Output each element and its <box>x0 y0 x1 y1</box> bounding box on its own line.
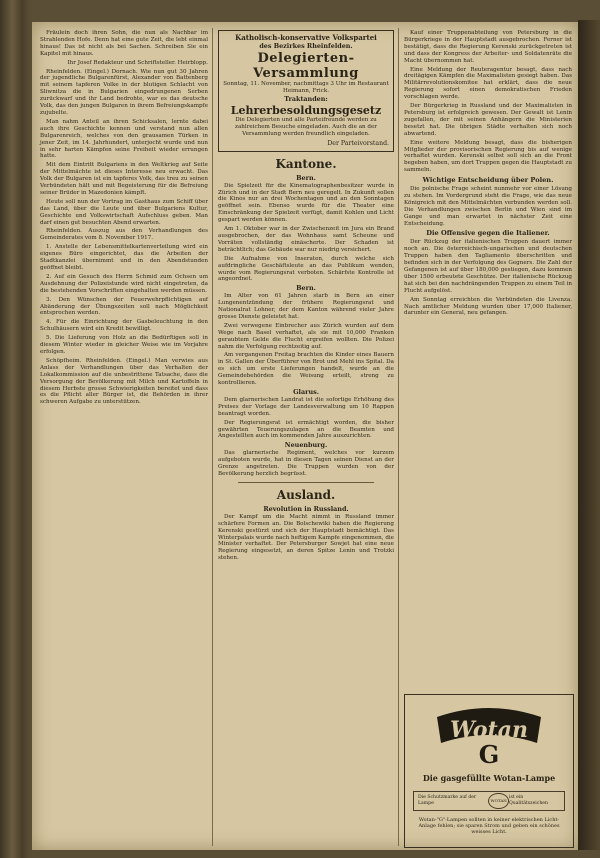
badge-mark: WOTAN <box>488 793 509 809</box>
article-headline-italy: Die Offensive gegen die Italiener. <box>426 229 550 238</box>
meeting-note: Die Delegierten und alle Parteifreunde werden zu zahlreichem Besuche eingeladen. Auch die an der Versammlung werden freundlich eingeladen. <box>235 116 377 137</box>
article-paragraph: Heute soll nun der Vortrag im Gasthaus zum Schiff über das Land, über die Leute und über Bulgariens Kultur, Geschichte und Volkswirtschaft Aufschluss geben. Man darf einen gut besuchten Abend erwarten. <box>40 198 208 226</box>
article-headline-poland: Wichtige Entscheidung über Polen. <box>422 176 554 185</box>
canton-news-paragraph: Die Aufnahme von Inseraten, durch welche sich aufdringliche Geschäftsleute an das Publikum wenden, wurde vom Regierungsrat verboten. Schärfste Kontrolle ist angeordnet. <box>218 255 394 283</box>
article-text-poland: Die polnische Frage scheint nunmehr vor einer Lösung zu stehen. Im Vordergrund steht die Frage, wie das neue Königreich mit den Mittelmächten verbunden werden soll. Die Verhandlungen zwischen Berlin und Wien sind im Gange und man erwartet in nächster Zeit eine Entscheidung. <box>404 186 572 227</box>
ad-signature: Der Parteivorstand. <box>327 139 389 147</box>
canton-news-paragraph: Die Spielzeit für die Kinematographenbesitzer wurde in Zürich und in der Stadt Bern neu geregelt. In Zukunft sollen die Kinos nur an drei Wochentagen und an den Sonntagen geöffnet sein. Ebenso wurde für die Theater eine Einschränkung der Spielzeit verfügt, damit Kohlen und Licht gespart werden können. <box>218 182 394 224</box>
article-paragraph: 5. Die Lieferung von Holz an die Bedürftigen soll in diesem Winter wieder in gleicher Weise wie im Vorjahre erfolgen. <box>40 335 208 355</box>
canton-label: Bern. <box>296 284 316 293</box>
party-district: des Bezirkes Rheinfelden. <box>259 42 353 50</box>
badge-right-text: ist ein Qualitätszeichen <box>508 795 548 806</box>
canton-label: Neuenburg. <box>284 441 328 450</box>
wotan-footer: Wotan-"G"-Lampen sollten in keiner elektrischen Licht-Anlage fehlen; sie sparen Strom und geben ein schönes weisses Licht. <box>418 817 560 835</box>
section-heading-ausland: Ausland. <box>276 487 336 502</box>
article-text-italy-2: Am Sonntag erreichten die Verbündeten die Livenza. Nach amtlicher Meldung wurden über 17,000 Italiener, darunter ein General, neu gefangen. <box>404 296 572 317</box>
article-paragraph: Rheinfelden. (Eingel.) Dornach. Wie nun gut 30 Jahren der jugendliche Bulgarenfürst, Alexander von Battenberg mit seinem tapferen Volke in der blutigen Schlacht von Sliwnitza die in Bulgarien eingedrungenen Serben zurückwarf und ihr Land bedrohte, war es das deutsche Volk, das den jungen Bulgaren in ihrem Befreiungskampfe zujubelte. <box>40 68 208 116</box>
agenda-label: Traktanden: <box>284 94 328 103</box>
article-text-russia: Der Kampf um die Macht nimmt in Russland immer schärfere Formen an. Die Bolschewiki haben die Regierung Kerenski gestürzt und sich der Hauptstadt bemächtigt. Das Winterpalais wurde nach heftigem Kampfe eingenommen, die Minister verhaftet. Der Petersburger Sowjet hat eine neue Regierung eingesetzt, an deren Spitze Lenin und Trotzki stehen. <box>218 513 394 562</box>
divider <box>238 482 374 483</box>
wotan-trademark-badge <box>413 791 565 811</box>
article-paragraph: 3. Den Wünschen der Feuerwehrpflichtigen auf Abänderung der Übungszeiten soll nach Möglichkeit entsprochen werden. <box>40 296 208 317</box>
wotan-lamp-advertisement <box>404 694 574 848</box>
opening-text: Fräulein doch ihren Sohn, die nun als Nachbar im Strahlenden Hofe. Denn hat eine gute Zeit, die lebt einmal hinaus! Das ist nicht als bei Sachen. Schreiben Sie ein Kapitel mit hinaus. <box>40 30 208 57</box>
column-middle <box>218 30 394 564</box>
section-heading-kantone: Kantone. <box>275 156 337 171</box>
column-right <box>404 30 572 319</box>
canton-news-paragraph: Am 1. Oktober war in der Zwischenzeit im Jura ein Brand ausgebrochen, der das Wohnhaus samt Scheune und Vorräten vollständig einäscherte. Der Schaden ist beträchtlich; das Gebäude war nur niedrig versichert. <box>218 226 394 253</box>
meeting-when: Sonntag, 11. November, nachmittags 3 Uhr im Restaurant Heimann, Frick. <box>223 80 389 94</box>
canton-news-paragraph: Das glarnerische Regiment, welches vor kurzem aufgeboten wurde, hat in diesen Tagen seinen Dienst an der Grenze angetreten. Die Truppen wurden von der Bevölkerung herzlich begrüsst. <box>218 450 394 477</box>
article-paragraph: Man nahm Anteil an ihren Schicksalen, lernte dabei auch ihre Geschichte kennen und verstand nun allen Bulgarenreich, welches von den grausamen Türken in jener Zeit, im 14. Jahrhundert, unterjocht wurde und nun in sehr harten Kämpfen seine Freiheit wieder errungen hatte. <box>40 118 208 160</box>
column-left <box>40 30 208 408</box>
article-paragraph: Rheinfelden. Auszug aus den Verhandlungen des Gemeinderates vom 8. November 1917. <box>40 228 208 242</box>
canton-news-paragraph: Der Regierungsrat ist ermächtigt worden, die bisher gewährten Teuerungszulagen an die Beamten und Angestellten auch im kommenden Jahre auszurichten. <box>218 419 394 440</box>
wotan-logo <box>433 703 545 765</box>
canton-news-paragraph: Zwei verwegene Einbrecher aus Zürich wurden auf dem Wege nach Basel verhaftet, als sie mit 10,000 Franken geraubtem Gelde die Flucht ergreifen wollten. Die Polizei nahm die Verfolgung rechtzeitig auf. <box>218 322 394 350</box>
column-rule <box>212 28 213 846</box>
article-paragraph: Der Bürgerkrieg in Russland und der Maximalisten in Petersburg ist erfolgreich gewesen. Der Gewalt ist Lenin zugefallen, der mit seinen Anhängern die Ministerien besetzt hat. Die übrigen Städte verhalten sich noch abwartend. <box>404 103 572 137</box>
canton-news-paragraph: Im Alter von 61 Jahren starb in Bern an einer Lungenentzündung der frühere Regierungsrat und Nationalrat Lohner, der dem Kanton während vieler Jahre grosse Dienste geleistet hat. <box>218 293 394 320</box>
newspaper-page <box>32 22 578 850</box>
canton-label: Glarus. <box>293 388 319 396</box>
meeting-topic: Lehrerbesoldungsgesetz <box>230 103 382 117</box>
canton-news-paragraph: Dem glarnerischen Landrat ist die sofortige Erhöhung des Preises der Vorlage der Landesverwaltung um 10 Rappen beantragt worden. <box>218 396 394 417</box>
article-paragraph: Schöpfheim. Rheinfelden. (Eingel.) Man verwies aus Anlass der Verhandlungen über das Verhalten der Lokalkommission auf die unbestrittene Tatsache, dass die Versorgung der Bevölkerung mit Milch und Kartoffeln in diesem Herbste grosse Schwierigkeiten bereitet und dass es die Pflicht aller Bürger ist, die Behörden in ihrer schweren Aufgabe zu unterstützen. <box>40 357 208 406</box>
article-paragraph: Eine Meldung der Reuteragentur besagt, dass nach dreitägigen Kämpfen die Maximalisten gesiegt haben. Das Militärrevolutionskomitee hat erklärt, dass die neue Regierung sofort einen demokratischen Frieden vorschlagen werde. <box>404 66 572 101</box>
article-text-italy: Der Rückzug der italienischen Truppen dauert immer noch an. Die österreichisch-ungarischen und deutschen Truppen haben den Tagliamento überschritten und befinden sich in der Verfolgung des Gegners. Die Zahl der Gefangenen ist auf über 180,000 gestiegen, dazu kommen über 1500 erbeutete Geschütze. Der italienische Rückzug hat sich bei den nachdrängenden Truppen zu einem Teil in Flucht aufgelöst. <box>404 239 572 294</box>
article-paragraph: Eine weitere Meldung besagt, dass die bisherigen Mitglieder der provisorischen Regierung bis auf wenige verhaftet wurden. Kerenski selbst soll sich an die Front begeben haben, um dort Truppen gegen die Hauptstadt zu sammeln. <box>404 139 572 174</box>
wotan-brand: Wotan <box>450 717 528 743</box>
badge-left-text: Die Schutzmarke auf der Lampe <box>418 795 477 806</box>
column-rule <box>398 28 399 846</box>
party-name: Katholisch-konservative Volkspartei <box>235 33 377 42</box>
wotan-tagline: Die gasgefüllte Wotan-Lampe <box>422 773 556 783</box>
wotan-letter: G <box>478 740 500 765</box>
canton-news-paragraph: Am vergangenen Freitag brachten die Kinder eines Bauern in St. Gallen der Überführer von Brot und Mehl ins Spital. Da es sich um erste Lieferungen handelt, wurde an die Gemeindebehörden die Weisung erteilt, streng zu kontrollieren. <box>218 352 394 387</box>
canton-label: Bern. <box>296 173 316 182</box>
article-headline-russia: Revolution in Russland. <box>263 504 349 513</box>
article-paragraph: 1. Anstelle der Lebensmittelkartenverteilung wird ein eigenes Büro eingerichtet, das die Arbeiten der Stadtkanzlei übernimmt und in den Abendstunden geöffnet bleibt. <box>40 244 208 271</box>
article-paragraph: Mit dem Eintritt Bulgariens in den Weltkrieg auf Seite der Mittelmächte ist dieses Interesse neu erwacht. Das Volk der Bulgaren ist ein tapferes Volk, das treu zu seinen Verbündeten hält und mit Begeisterung für die Befreiung seiner Brüder in Mazedonien kämpft. <box>40 162 208 196</box>
party-advertisement <box>218 30 394 152</box>
meeting-title: Delegierten-Versammlung <box>253 50 359 81</box>
article-paragraph: 2. Auf ein Gesuch des Herrn Schmid zum Ochsen um Ausdehnung der Polizeistunde wird nicht eingetreten, da die bestehenden Vorschriften eingehalten werden müssen. <box>40 273 208 294</box>
signoff-text: Ihr Josef Redakteur und Schriftsteller. Heirblopp. <box>67 59 208 66</box>
article-paragraph: 4. Für die Einrichtung der Gasbeleuchtung in den Schulhäusern wird ein Kredit bewilligt. <box>40 319 208 333</box>
article-paragraph: Kauf einer Truppenabteilung von Petersburg in die Bürgerkriege in der Hauptstadt ausgebrochen. Ferner ist bestätigt, dass die Regierung Kerenski zurückgetreten ist und dass der Kongress der Arbeiter- und Soldatenräte die Macht übernommen hat. <box>404 30 572 64</box>
book-spine <box>578 20 600 850</box>
